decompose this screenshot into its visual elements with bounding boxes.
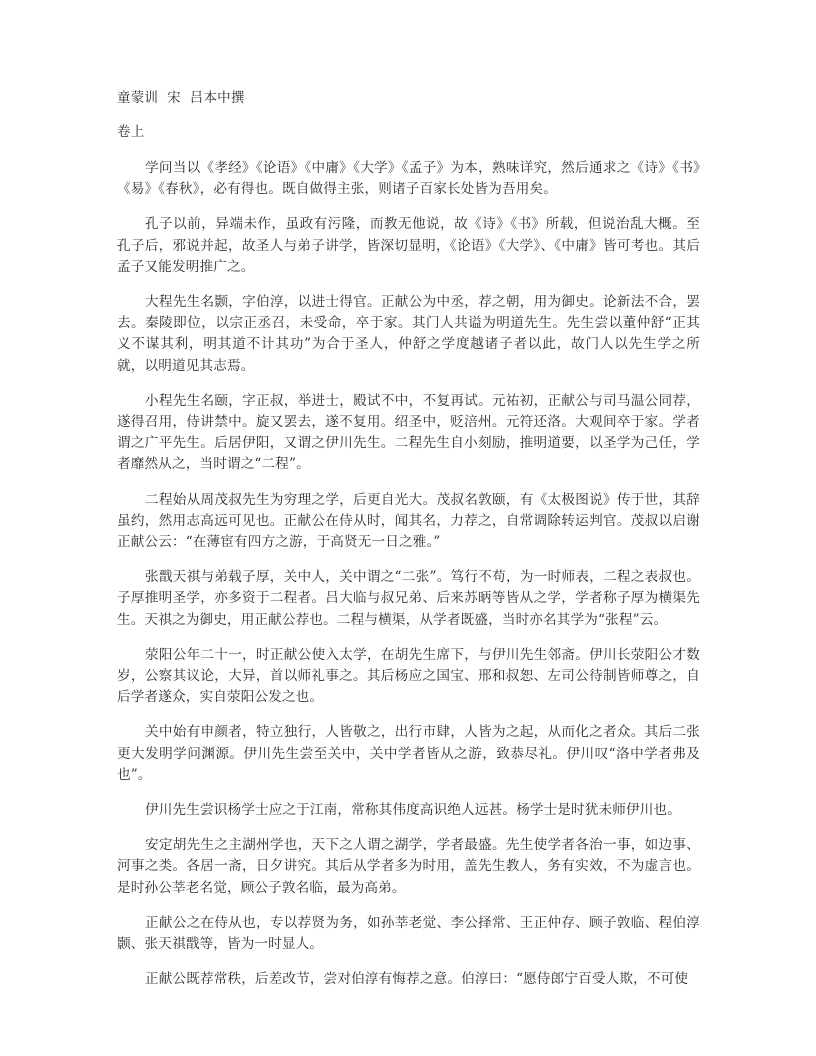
paragraph: 安定胡先生之主湖州学也，天下之人谓之湖学，学者最盛。先生使学者各治一事，如边事、河事之类。各居一斋，日夕讲究。其后从学者多为时用，盖先生教人，务有实效，不为虚言也。是时孙公莘老名觉，顾公子敦名临，最为高弟。 xyxy=(117,837,700,896)
volume-label: 卷上 xyxy=(117,124,145,140)
paragraph: 小程先生名颐，字正叔，举进士，殿试不中，不复再试。元祐初，正献公与司马温公同荐，遂得召用，侍讲禁中。旋又罢去，遂不复用。绍圣中，贬涪州。元符还洛。大观间卒于家。学者谓之广平先生。后居伊阳，又谓之伊川先生。二程先生自小刻励，推明道要，以圣学为己任，学者靡然从之，当时谓之“二程”。 xyxy=(117,392,700,473)
paragraph: 孔子以前，异端未作，虽政有污隆，而教无他说，故《诗》《书》所载，但说治乱大概。至孔子后，邪说并起，故圣人与弟子讲学，皆深切显明，《论语》《大学》、《中庸》皆可考也。其后孟子又能发明推广之。 xyxy=(117,216,700,275)
body-text xyxy=(117,158,700,991)
paragraph: 学问当以《孝经》《论语》《中庸》《大学》《孟子》为本，熟味详究，然后通求之《诗》《书》《易》《春秋》，必有得也。既自做得主张，则诸子百家长处皆为吾用矣。 xyxy=(117,160,700,198)
paragraph: 伊川先生尝识杨学士应之于江南，常称其伟度高识绝人远甚。杨学士是时犹未师伊川也。 xyxy=(145,802,682,819)
paragraph: 二程始从周茂叔先生为穷理之学，后更自光大。茂叔名敦颐，有《太极图说》传于世，其辞虽约，然用志高远可见也。正献公在侍从时，闻其名，力荐之，自常调除转运判官。茂叔以启谢正献公云：“在薄宦有四方之游，于高贤无一日之雅。” xyxy=(117,491,700,551)
paragraph: 大程先生名颢，字伯淳，以进士得官。正献公为中丞，荐之朝，用为御史。论新法不合，罢去。秦陵即位，以宗正丞召，未受命，卒于家。其门人共谥为明道先生。先生尝以董仲舒“正其义不谋其利，明其道不计其功”为合于圣人，仲舒之学度越诸子者以此，故门人以先生学之所就，以明道见其志焉。 xyxy=(117,294,700,374)
document-title: 童蒙训 宋 吕本中撰 xyxy=(117,90,245,106)
paragraph: 正献公既荐常秩，后差改节，尝对伯淳有悔荐之意。伯淳曰：“愿侍郎宁百受人欺，不可使 xyxy=(145,971,689,988)
paragraph: 关中始有申颜者，特立独行，人皆敬之，出行市肆，人皆为之起，从而化之者众。其后二张更大发明学问渊源。伊川先生尝至关中，关中学者皆从之游，致恭尽礼。伊川叹“洛中学者弗及也”。 xyxy=(117,724,700,783)
page-content xyxy=(117,88,700,991)
paragraph: 荥阳公年二十一，时正献公使入太学，在胡先生席下，与伊川先生邻斋。伊川长荥阳公才数岁，公察其议论，大异，首以师礼事之。其后杨应之国宝、邢和叔恕、左司公待制皆师尊之，自后学者遂众，实自荥阳公发之也。 xyxy=(117,646,700,706)
title-spacer xyxy=(117,109,700,122)
paragraph: 张戬天祺与弟载子厚，关中人，关中谓之“二张”。笃行不苟，为一时师表，二程之表叔也。子厚推明圣学，亦多资于二程者。吕大临与叔兄弟、后来苏昞等皆从之学，学者称子厚为横渠先生。天祺之为御史，用正献公荐也。二程与横渠，从学者既盛，当时亦名其学为“张程”云。 xyxy=(117,569,700,628)
paragraph: 正献公之在侍从也，专以荐贤为务，如孙莘老觉、李公择常、王正仲存、顾子敦临、程伯淳颢、张天祺戬等，皆为一时显人。 xyxy=(117,914,700,953)
